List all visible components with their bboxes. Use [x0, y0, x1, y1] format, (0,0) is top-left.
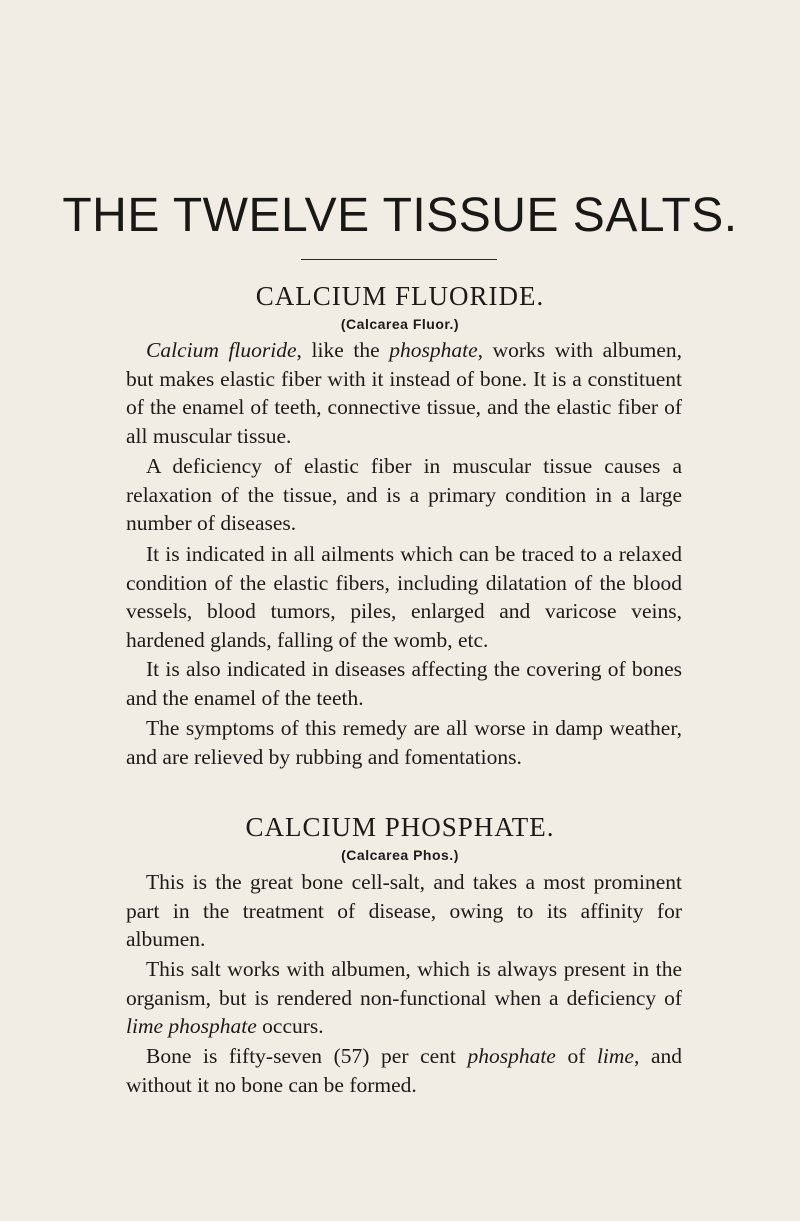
- section-subheading-calcarea-fluor: (Calcarea Fluor.): [340, 316, 460, 332]
- italic-term: phosphate: [467, 1044, 556, 1068]
- italic-term: phosphate: [389, 338, 478, 362]
- paragraph-symptoms: The symptoms of this remedy are all worse in damp weather, and are relieved by rubbing and fomentations.: [126, 716, 682, 769]
- italic-term: lime phosphate: [126, 1014, 257, 1039]
- title-divider: [301, 259, 497, 260]
- paragraph-albumen: This salt works with albumen, which is always present in the organism, but is rendered non-functional when a deficiency of lime phosphate occurs.: [126, 957, 682, 1039]
- paragraph-calcium-fluoride-intro: Calcium fluoride, like the phosphate, works with albumen, but makes elastic fiber with it instead of bone. It is a constituent of the enamel of teeth, connective tissue, and the elastic fiber of all muscular tissue.: [126, 338, 683, 449]
- section-subheading-calcarea-phos: (Calcarea Phos.): [341, 847, 459, 863]
- italic-term: Calcium fluoride: [146, 338, 297, 362]
- section-heading-calcium-fluoride: CALCIUM FLUORIDE.: [255, 281, 545, 311]
- page-title: THE TWELVE TISSUE SALTS.: [62, 189, 738, 242]
- paragraph-bone-cell-salt: This is the great bone cell-salt, and takes a most prominent part in the treatment of disease, owing to its affinity for albumen.: [126, 870, 682, 952]
- italic-term: lime: [596, 1044, 634, 1068]
- paragraph-deficiency: A deficiency of elastic fiber in muscular tissue causes a relaxation of the tissue, and is a primary condition in a large number of diseases.: [126, 454, 682, 536]
- paragraph-bone-composition: Bone is fifty-seven (57) per cent phosphate of lime, and without it no bone can be formed.: [126, 1044, 682, 1097]
- section-heading-calcium-phosphate: CALCIUM PHOSPHATE.: [245, 812, 555, 842]
- paragraph-indications: It is indicated in all ailments which can be traced to a relaxed condition of the elastic fibers, including dilatation of the blood vessels, blood tumors, piles, enlarged and varicose veins, hardened glands, falling of the womb, etc.: [126, 542, 682, 653]
- paragraph-bones-enamel: It is also indicated in diseases affecting the covering of bones and the enamel of the teeth.: [126, 657, 682, 710]
